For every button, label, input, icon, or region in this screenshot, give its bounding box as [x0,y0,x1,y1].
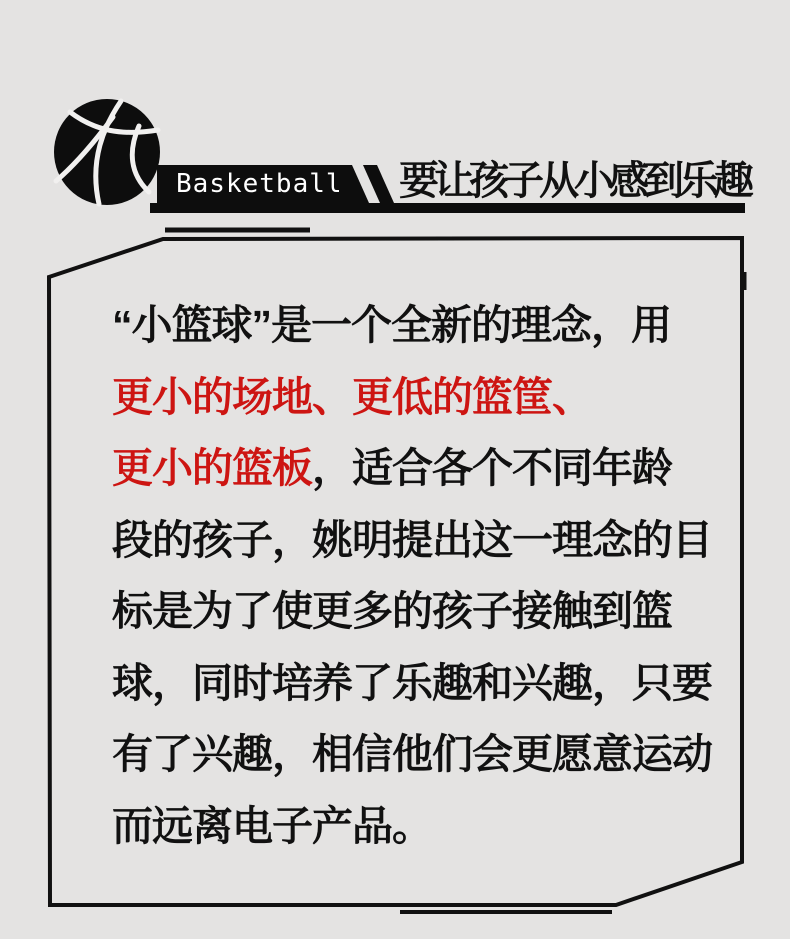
article-line [112,505,712,577]
highlighted-text: 更小的场地、更低的篮筐、 [112,373,592,420]
basketball-icon [54,99,160,205]
article-line [112,648,712,720]
article-line [112,290,698,362]
article-line [112,576,698,648]
body-text: 标是为了使更多的孩子接触到篮 [112,588,672,634]
body-text: 段的孩子，姚明提出这一理念的目 [112,516,712,563]
article-line [112,719,712,791]
brand-label: Basketball [176,169,343,199]
article-line [112,791,698,863]
body-text: “小篮球”是一个全新的理念，用 [112,302,671,348]
article-text [112,290,712,862]
heading-underline [150,203,745,213]
banner-accent-stripe [363,165,394,203]
body-text: ，适合各个不同年龄 [312,445,672,491]
page-title: 要让孩子从小感到乐趣 [399,159,749,203]
body-text: 而远离电子产品。 [112,802,432,849]
article-line [112,362,698,434]
body-text: 球，同时培养了乐趣和兴趣，只要 [112,659,712,706]
article-line [112,433,698,505]
body-text: 有了兴趣，相信他们会更愿意运动 [112,731,712,777]
highlighted-text: 更小的篮板 [112,445,312,491]
